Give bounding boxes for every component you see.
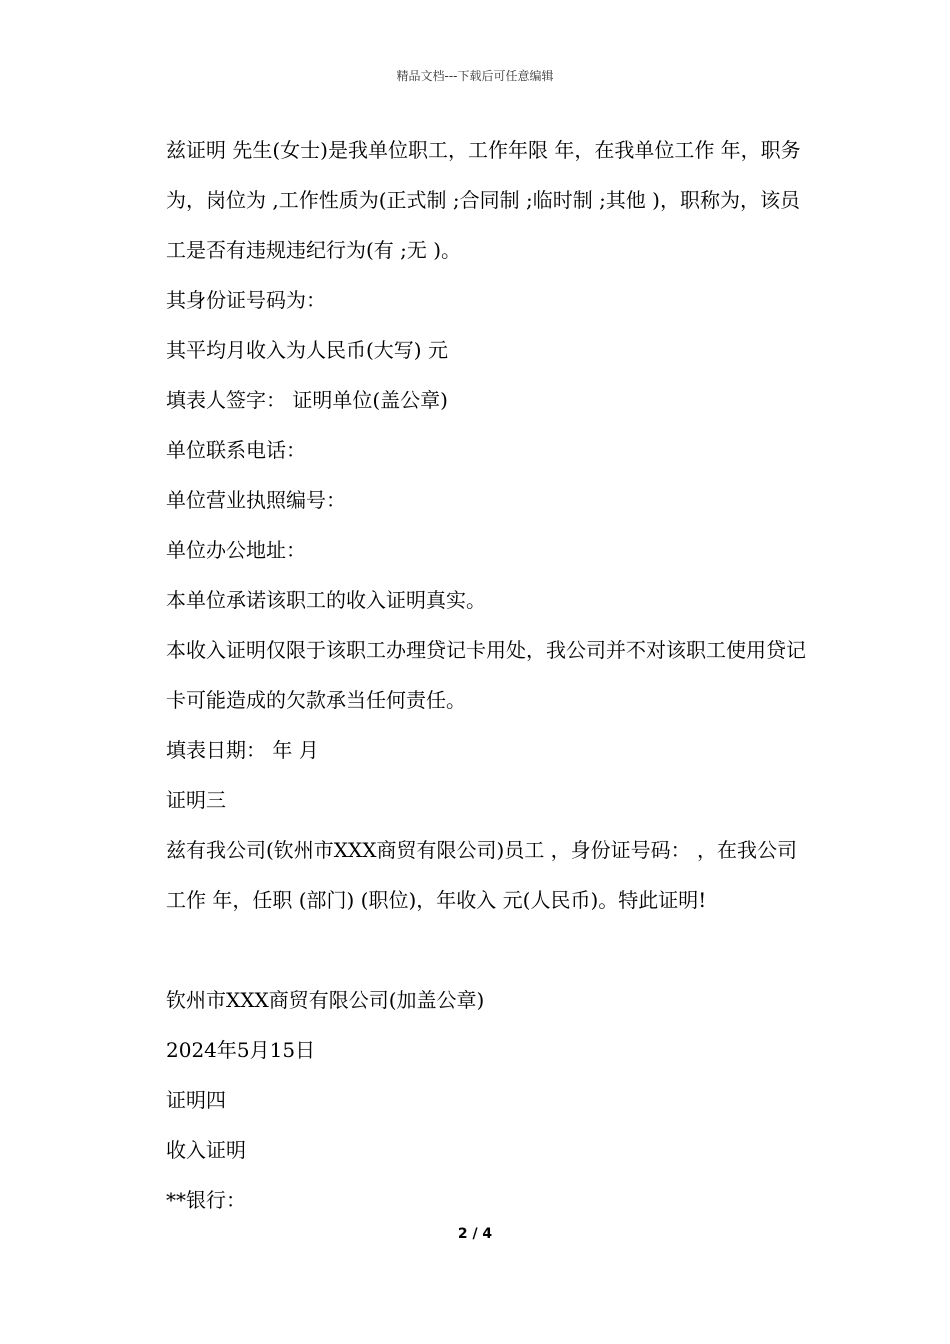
document-body [146, 125, 808, 1225]
section-title-three: 证明三 [166, 788, 226, 812]
commitment-line: 本单位承诺该职工的收入证明真实。 [166, 588, 486, 612]
income-certificate-title: 收入证明 [166, 1138, 246, 1162]
section-title-four: 证明四 [166, 1088, 226, 1112]
id-number-line: 其身份证号码为： [166, 288, 326, 312]
page-number: 2 / 4 [457, 1226, 493, 1242]
employee-certificate-paragraph: 兹有我公司(钦州市XXX商贸有限公司)员工 ，身份证号码： ，在我公司工作 年，任职 (部门) (职位)，年收入 元(人民币)。特此证明! [166, 838, 798, 912]
company-seal-line: 钦州市XXX商贸有限公司(加盖公章) [166, 988, 485, 1012]
bank-line: **银行： [166, 1188, 246, 1212]
disclaimer-paragraph: 本收入证明仅限于该职工办理贷记卡用处，我公司并不对该职工使用贷记卡可能造成的欠款承当任何责任。 [166, 638, 806, 712]
monthly-income-line: 其平均月收入为人民币(大写) 元 [166, 338, 448, 362]
license-line: 单位营业执照编号： [166, 488, 346, 512]
date-line: 填表日期： 年 月 [166, 738, 319, 762]
certificate-paragraph: 兹证明 先生(女士)是我单位职工，工作年限 年，在我单位工作 年，职务为，岗位为 ,工作性质为(正式制 ;合同制 ;临时制 ;其他 )，职称为，该员工是否有违规违纪行为(有 ;无 )。 [166, 138, 801, 262]
document-header: 精品文档---下载后可任意编辑 [396, 69, 554, 83]
signature-line: 填表人签字： 证明单位(盖公章) [166, 388, 448, 412]
blank-line [146, 925, 808, 975]
address-line: 单位办公地址： [166, 538, 306, 562]
phone-line: 单位联系电话： [166, 438, 306, 462]
issue-date: 2024年5月15日 [166, 1038, 316, 1062]
